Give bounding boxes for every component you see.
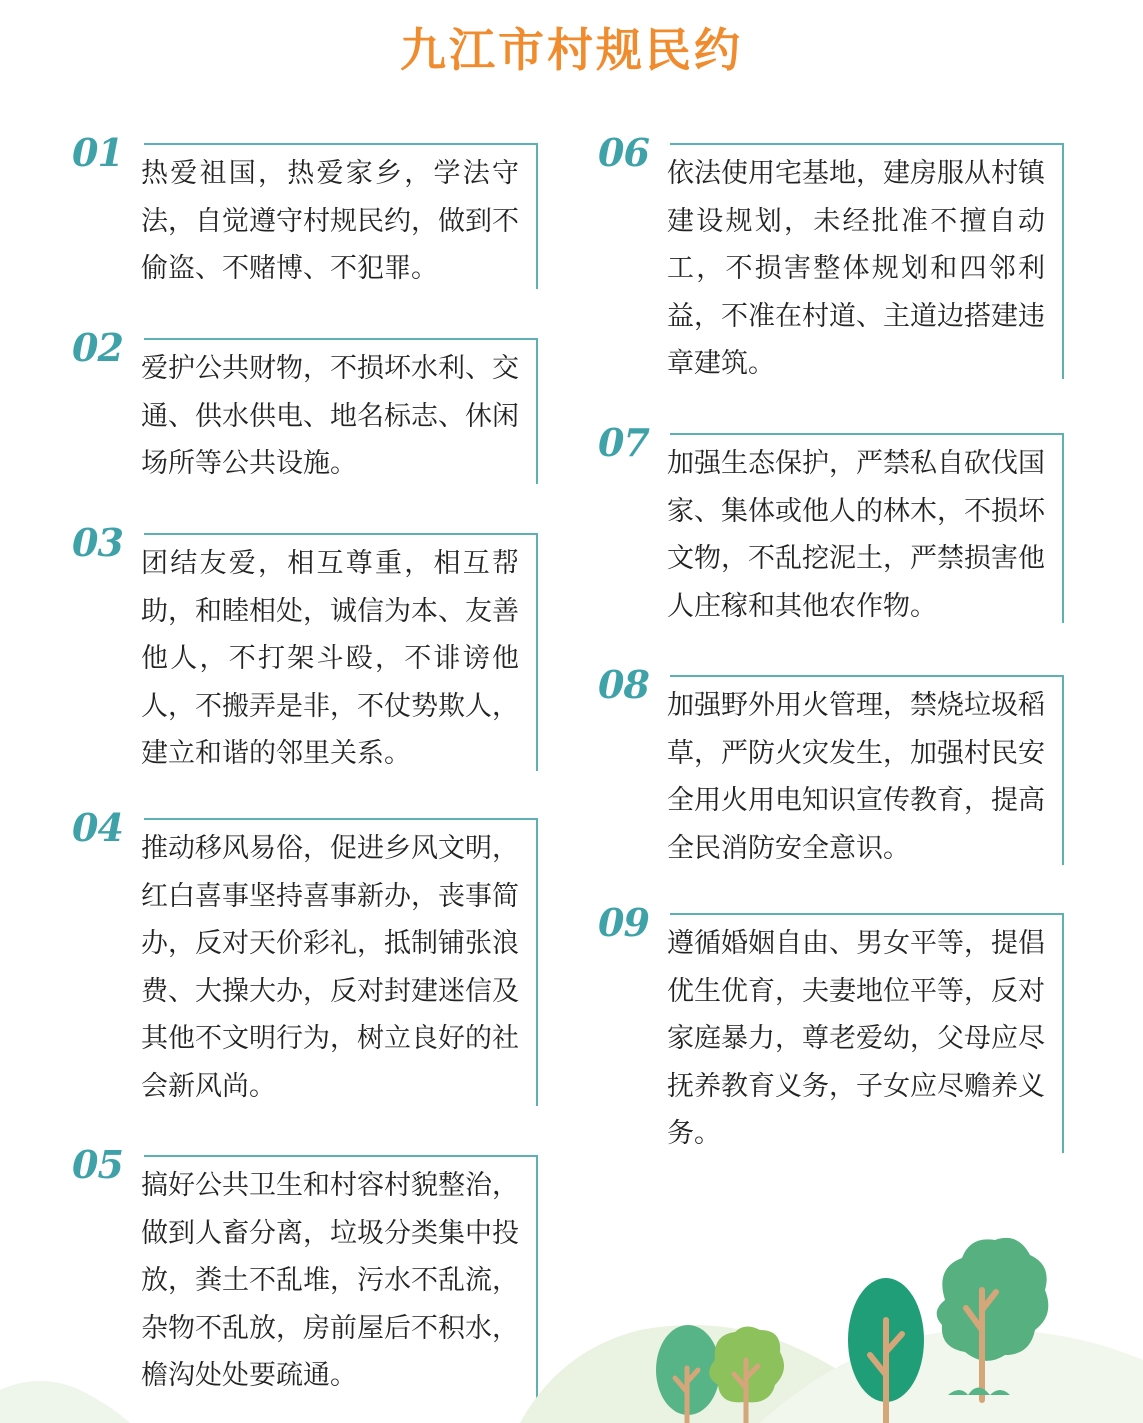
rule-text: 依法使用宅基地，建房服从村镇建设规划，未经批准不擅自动工，不损害整体规划和四邻利益，不准在村道、主道边搭建违章建筑。 xyxy=(667,158,1045,379)
rule-text: 加强生态保护，严禁私自砍伐国家、集体或他人的林木，不损坏文物，不乱挖泥土，严禁损害他人庄稼和其他农作物。 xyxy=(667,448,1045,622)
tree-icon xyxy=(848,1278,924,1423)
rule-number: 09 xyxy=(598,900,649,945)
grass-tuft xyxy=(948,1388,1010,1396)
rule-text: 爱护公共财物，不损坏水利、交通、供水供电、地名标志、休闲场所等公共设施。 xyxy=(141,353,519,479)
rule-number: 08 xyxy=(598,662,649,707)
hill-middle xyxy=(520,1325,900,1423)
rule-text: 团结友爱，相互尊重，相互帮助，和睦相处，诚信为本、友善他人，不打架斗殴，不诽谤他人，不搬弄是非，不仗势欺人，建立和谐的邻里关系。 xyxy=(141,548,519,769)
rule-text: 推动移风易俗，促进乡风文明，红白喜事坚持喜事新办，丧事简办，反对天价彩礼，抵制铺张浪费、大操大办，反对封建迷信及其他不文明行为，树立良好的社会新风尚。 xyxy=(141,833,519,1102)
rule-number: 07 xyxy=(598,420,649,465)
tree-icon xyxy=(656,1325,720,1423)
rule-text: 搞好公共卫生和村容村貌整治，做到人畜分离，垃圾分类集中投放，粪土不乱堆，污水不乱流，杂物不乱放，房前屋后不积水，檐沟处处要疏通。 xyxy=(141,1170,519,1391)
rule-text: 热爱祖国，热爱家乡，学法守法，自觉遵守村规民约，做到不偷盗、不赌博、不犯罪。 xyxy=(141,158,519,284)
page-title: 九江市村规民约 xyxy=(400,23,743,77)
rule-number: 06 xyxy=(598,130,649,175)
rule-number: 02 xyxy=(72,325,123,370)
hill-left xyxy=(0,1381,130,1423)
rule-number: 04 xyxy=(72,805,123,850)
tree-icon xyxy=(937,1238,1049,1400)
rule-text: 遵循婚姻自由、男女平等，提倡优生优育，夫妻地位平等，反对家庭暴力，尊老爱幼，父母应尽抚养教育义务，子女应尽赡养义务。 xyxy=(667,928,1045,1149)
tree-icon xyxy=(709,1326,784,1423)
rule-text: 加强野外用火管理，禁烧垃圾稻草，严防火灾发生，加强村民安全用火用电知识宣传教育，提高全民消防安全意识。 xyxy=(667,690,1045,864)
rule-number: 03 xyxy=(72,520,123,565)
hill-right xyxy=(760,1329,1143,1423)
rule-number: 01 xyxy=(72,130,123,175)
rule-number: 05 xyxy=(72,1142,123,1187)
